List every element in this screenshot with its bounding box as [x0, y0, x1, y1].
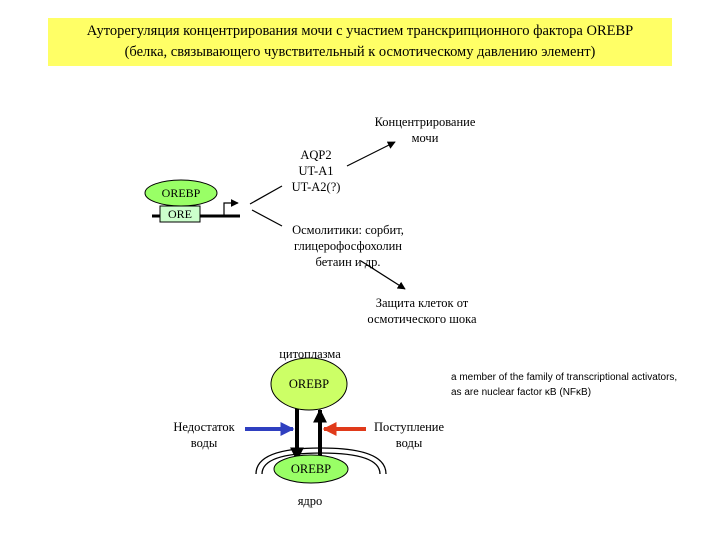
title-line-2: (белка, связывающего чувствительный к осмотическому давлению элемент) [124, 44, 596, 60]
gene-uta2: UT-A2(?) [291, 180, 341, 194]
nucleus-label: ядро [297, 494, 323, 508]
branch-line-up [250, 186, 282, 204]
water-shortage-label: Недостаток воды [173, 420, 235, 450]
target-genes [280, 147, 352, 195]
title-line-1: Ауторегуляция концентрирования мочи с участием транскрипционного фактора OREBP [86, 23, 634, 39]
water-intake-label: Поступление воды [373, 420, 445, 450]
ore-element-label: ORE [168, 207, 192, 221]
orebp-cytoplasm-label: OREBP [288, 377, 330, 391]
cell-protection-label: Защита клеток от осмотического шока [367, 296, 477, 326]
orebp-protein-label: OREBP [161, 186, 201, 200]
urine-concentration-label: Концентрирование мочи [374, 115, 476, 145]
gene-aqp2: AQP2 [300, 148, 332, 162]
cytoplasm-label: цитоплазма [279, 347, 341, 361]
osmolytes-label: Осмолитики: сорбит, глицерофосфохолин бетаин и др. [292, 223, 404, 269]
orebp-nucleus-label: OREBP [290, 462, 332, 476]
annotation-note: a member of the family of transcriptional activators, as are nuclear factor κB (NFκB) [451, 372, 678, 398]
gene-uta1: UT-A1 [298, 164, 334, 178]
transcription-start-arrow [224, 203, 238, 216]
